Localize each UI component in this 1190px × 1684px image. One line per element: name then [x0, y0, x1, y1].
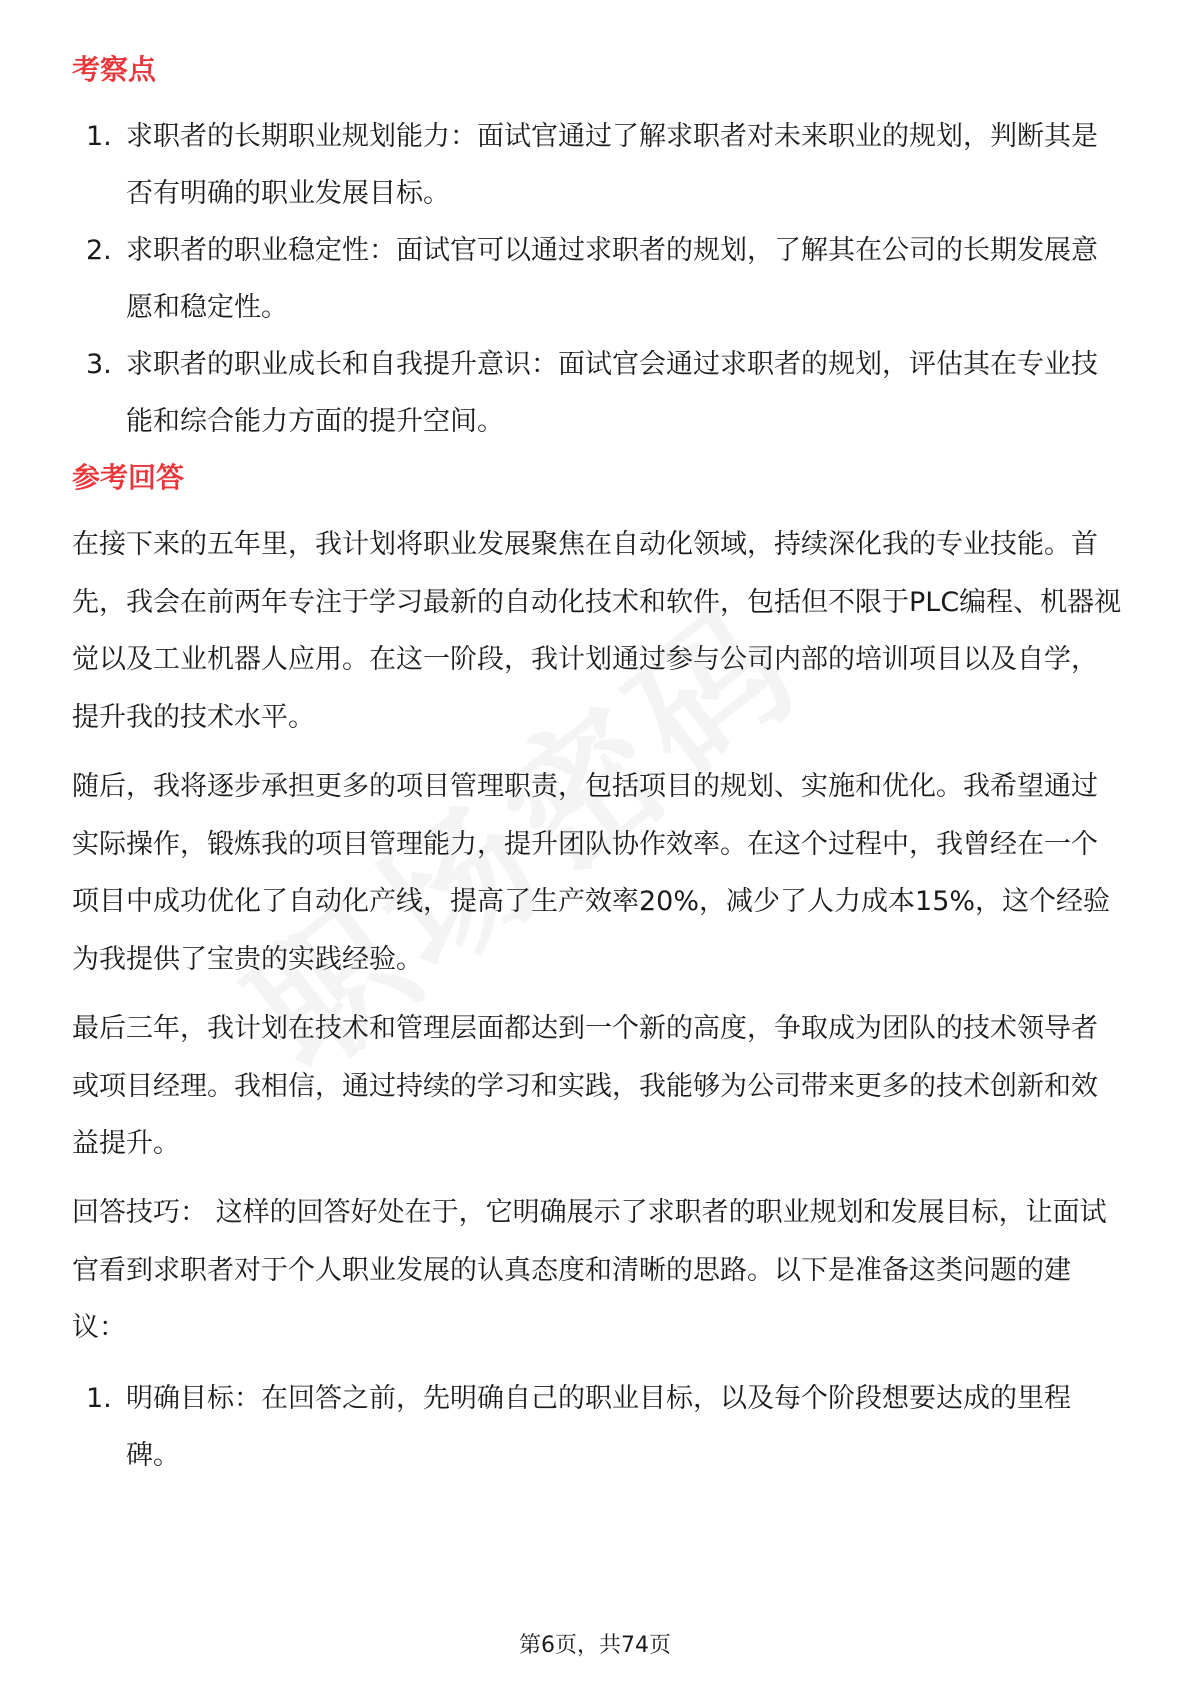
answer-paragraph: 最后三年，我计划在技术和管理层面都达到一个新的高度，争取成为团队的技术领导者或项目经理。我相信，通过持续的学习和实践，我能够为公司带来更多的技术创新和效益提升。	[72, 1013, 1098, 1159]
tips-paragraph: 回答技巧： 这样的回答好处在于，它明确展示了求职者的职业规划和发展目标，让面试官看到求职者对于个人职业发展的认真态度和清晰的思路。以下是准备这类问题的建议：	[72, 1197, 1107, 1343]
list-number: 2.	[86, 235, 112, 266]
list-number: 1.	[86, 1383, 112, 1414]
list-text: 求职者的职业稳定性：面试官可以通过求职者的规划，了解其在公司的长期发展意愿和稳定性。	[126, 235, 1098, 323]
section-heading-focus: 考察点	[72, 53, 157, 86]
list-item	[72, 1370, 1122, 1484]
list-number: 3.	[86, 349, 112, 380]
list-item	[72, 222, 1122, 336]
list-text: 明确目标：在回答之前，先明确自己的职业目标，以及每个阶段想要达成的里程碑。	[126, 1383, 1071, 1471]
list-item	[72, 336, 1122, 450]
section-heading-answer: 参考回答	[72, 461, 185, 494]
focus-list	[72, 108, 1122, 450]
answer-paragraph: 在接下来的五年里，我计划将职业发展聚焦在自动化领域，持续深化我的专业技能。首先，我会在前两年专注于学习最新的自动化技术和软件，包括但不限于PLC编程、机器视觉以及工业机器人应用。在这一阶段，我计划通过参与公司内部的培训项目以及自学，提升我的技术水平。	[72, 529, 1122, 733]
list-text: 求职者的职业成长和自我提升意识：面试官会通过求职者的规划，评估其在专业技能和综合能力方面的提升空间。	[126, 349, 1098, 437]
answer-paragraph: 随后，我将逐步承担更多的项目管理职责，包括项目的规划、实施和优化。我希望通过实际操作，锻炼我的项目管理能力，提升团队协作效率。在这个过程中，我曾经在一个项目中成功优化了自动化产线，提高了生产效率20%，减少了人力成本15%，这个经验为我提供了宝贵的实践经验。	[72, 771, 1111, 975]
page-number: 第6页，共74页	[519, 1633, 671, 1658]
list-item	[72, 108, 1122, 222]
tips-list	[72, 1370, 1122, 1484]
list-number: 1.	[86, 121, 112, 152]
list-text: 求职者的长期职业规划能力：面试官通过了解求职者对未来职业的规划，判断其是否有明确的职业发展目标。	[126, 121, 1098, 209]
